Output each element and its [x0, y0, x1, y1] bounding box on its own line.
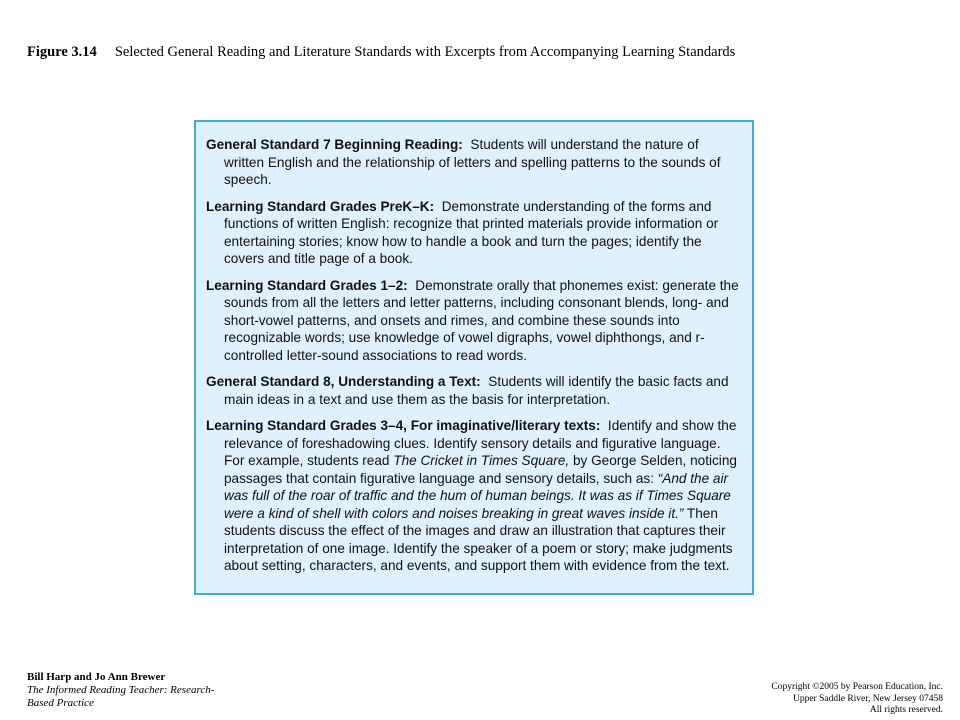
footer-copyright — [683, 682, 943, 717]
standard-entry-grades-1-2 — [206, 277, 742, 365]
figure-label: Figure 3.14 — [27, 44, 97, 60]
figure-title — [27, 44, 927, 61]
footer-book-title-line-1: The Informed Reading Teacher: Research- — [27, 684, 215, 696]
standard-text: Demonstrate understanding of the forms and functions of written English: recognize that printed materials provide information or entertaining stories; know how to handle a book and turn the pages; identify the covers and title page of a book. — [224, 198, 719, 266]
standard-text: Then students discuss the effect of the images and draw an illustration that captures their interpretation of one image. Identify the speaker of a poem or story; make judgments about setting, characters, and events, and support them with evidence from the text. — [224, 505, 733, 573]
standard-text: Students will understand the nature of written English and the relationship of letters and spelling patterns to the sounds of speech. — [224, 137, 721, 187]
standard-heading: Learning Standard Grades PreK–K: — [206, 198, 435, 214]
copyright-line: Copyright ©2005 by Pearson Education, Inc. — [771, 682, 943, 692]
standard-text: Students will identify the basic facts and main ideas in a text and use them as the basis for interpretation. — [224, 374, 729, 407]
standard-entry-general-8 — [206, 373, 742, 408]
footer-citation — [27, 671, 257, 710]
standard-text: Identify and show the relevance of foreshadowing clues. Identify sensory details and figurative language. For example, students read — [224, 418, 737, 468]
standard-text: by George Selden, noticing passages that contain figurative language and sensory details, such as: — [224, 453, 737, 486]
standard-entry-prek-k — [206, 198, 742, 268]
standard-heading: General Standard 8, Understanding a Text: — [206, 374, 481, 389]
standard-entry-general-7 — [206, 136, 742, 189]
footer-book-title-line-2: Based Practice — [27, 697, 94, 709]
quotation: “And the air was full of the roar of traffic and the hum of human beings. It was as if Times Square were a kind of shell with colors and noises breaking in great waves inside it.” — [224, 470, 731, 521]
standard-heading: Learning Standard Grades 3–4, For imaginative/literary texts: — [206, 418, 601, 433]
publisher-address: Upper Saddle River, New Jersey 07458 — [792, 693, 943, 704]
rights-line: All rights reserved. — [869, 705, 943, 715]
standard-heading: Learning Standard Grades 1–2: — [206, 277, 408, 293]
standard-text: Demonstrate orally that phonemes exist: generate the sounds from all the letters and letter patterns, including consonant blends, long- and short-vowel patterns, and onsets and rimes, and combine these sounds into recognizable words; use knowledge of vowel digraphs, vowel diphthongs, and r-controlled letter-sound associations to read words. — [224, 277, 739, 363]
standards-box — [194, 120, 754, 595]
figure-caption: Selected General Reading and Literature Standards with Excerpts from Accompanying Learning Standards — [114, 44, 736, 60]
footer-authors: Bill Harp and Jo Ann Brewer — [27, 671, 166, 683]
standard-entry-grades-3-4 — [206, 417, 742, 575]
book-title: The Cricket in Times Square, — [393, 453, 570, 468]
standard-heading: General Standard 7 Beginning Reading: — [206, 137, 463, 152]
